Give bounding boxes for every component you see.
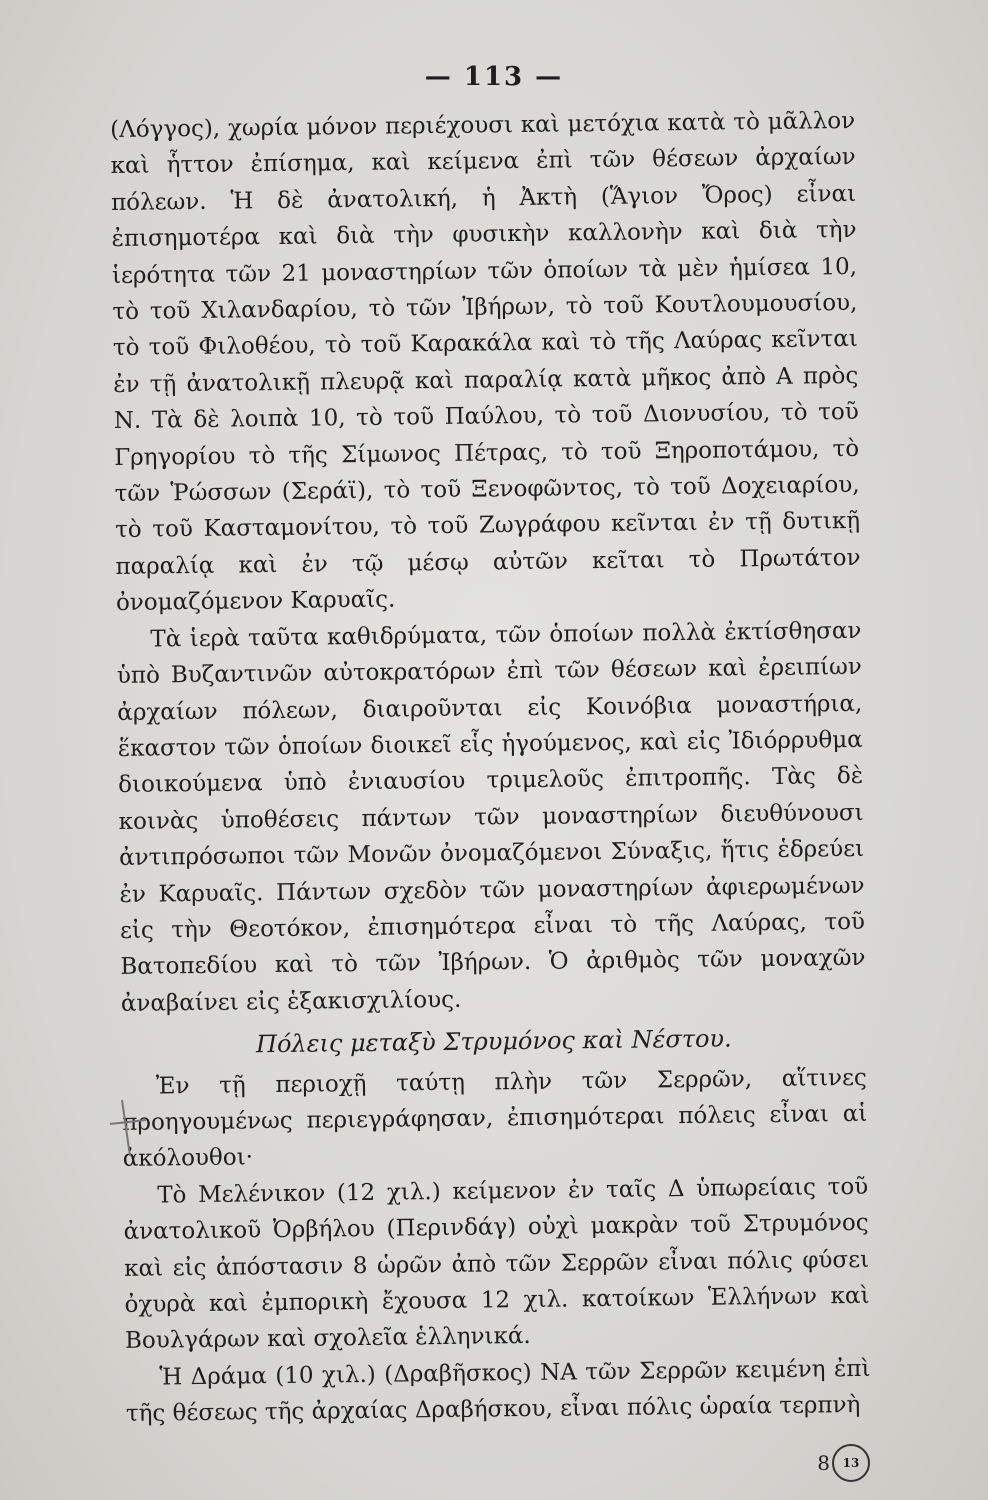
section-heading: Πόλεις μεταξὺ Στρυμόνος καὶ Νέστου. — [255, 1024, 732, 1059]
paragraph-4: Τὸ Μελένικον (12 χιλ.) κείμενον ἐν ταῖς Δ ὑπωρείαις τοῦ ἀνατολικοῦ Ὀρβήλου (Περινδάγ) οὐχὶ μακρὰν τοῦ Στρυμόνος καὶ εἰς ἀπόστασιν 8 ὡρῶν ἀπὸ τῶν Σερρῶν εἶναι πόλις φύσει ὀχυρὰ καὶ ἐμπορικὴ ἔχουσα 12 χιλ. κατοίκων Ἑλλήνων καὶ Βουλγάρων καὶ σχολεῖα ἑλληνικά. — [123, 1173, 870, 1355]
library-stamp: 13 — [832, 1444, 870, 1482]
paragraph-5: Ἡ Δράμα (10 χιλ.) (Δραβῆσκος) ΝΑ τῶν Σερρῶν κειμένη ἐπὶ τῆς θέσεως τῆς ἀρχαίας Δραβήσκου, εἶναι πόλις ὡραία τερπνὴ — [125, 1355, 871, 1428]
paragraph-3: Ἐν τῇ περιοχῇ ταύτῃ πλὴν τῶν Σερρῶν, αἵτινες προηγουμένως περιεγράφησαν, ἐπισημότεραι πόλεις εἶναι αἱ ἀκόλουθοι· — [122, 1064, 868, 1173]
signature-mark: 8 — [817, 1451, 830, 1475]
pencil-mark-icon — [108, 1098, 148, 1158]
body-text — [110, 103, 871, 1433]
page-number: — 113 — — [424, 62, 564, 92]
paragraph-1: (Λόγγος), χωρία μόνον περιέχουσι καὶ μετόχια κατὰ τὸ μᾶλλον καὶ ἧττον ἐπίσημα, καὶ κείμενα ἐπὶ τῶν θέσεων ἀρχαίων πόλεων. Ἡ δὲ ἀνατολική, ἡ Ἀκτὴ (Ἅγιον Ὄρος) εἶναι ἐπισημοτέρα καὶ διὰ τὴν φυσικὴν καλλονὴν καὶ διὰ τὴν ἱερότητα τῶν 21 μοναστηρίων τῶν ὁποίων τὰ μὲν ἡμίσεα 10, τὸ τοῦ Χιλανδαρίου, τὸ τῶν Ἰβήρων, τὸ τοῦ Κουτλουμουσίου, τὸ τοῦ Φιλοθέου, τὸ τοῦ Καρακάλα καὶ τὸ τῆς Λαύρας κεῖνται ἐν τῇ ἀνατολικῇ πλευρᾷ καὶ παραλίᾳ κατὰ μῆκος ἀπὸ Α πρὸς Ν. Τὰ δὲ λοιπὰ 10, τὸ τοῦ Παύλου, τὸ τοῦ Διονυσίου, τὸ τοῦ Γρηγορίου τὸ τῆς Σίμωνος Πέτρας, τὸ τοῦ Ξηροποτάμου, τὸ τῶν Ῥώσσων (Σεράϊ), τὸ τοῦ Ξενοφῶντος, τὸ τοῦ Δοχειαρίου, τὸ τοῦ Κασταμονίτου, τὸ τοῦ Ζωγράφου κεῖνται ἐν τῇ δυτικῇ παραλίᾳ καὶ ἐν τῷ μέσῳ αὐτῶν κεῖται τὸ Πρωτάτον ὀνομαζόμενον Καρυαῖς. — [110, 107, 861, 617]
paragraph-2: Τὰ ἱερὰ ταῦτα καθιδρύματα, τῶν ὁποίων πολλὰ ἐκτίσθησαν ὑπὸ Βυζαντινῶν αὐτοκρατόρων ἐπὶ τῶν θέσεων καὶ ἐρειπίων ἀρχαίων πόλεων, διαιροῦνται εἰς Κοινόβια μοναστήρια, ἕκαστον τῶν ὁποίων διοικεῖ εἷς ἡγούμενος, καὶ εἰς Ἰδιόρρυθμα διοικούμενα ὑπὸ ἐνιαυσίου τριμελοῦς ἐπιτροπῆς. Τὰς δὲ κοινὰς ὑποθέσεις πάντων τῶν μοναστηρίων διευθύνουσι ἀντιπρόσωποι τῶν Μονῶν ὀνομαζόμενοι Σύναξις, ἥτις ἑδρεύει ἐν Καρυαῖς. Πάντων σχεδὸν τῶν μοναστηρίων ἀφιερωμένων εἰς τὴν Θεοτόκον, ἐπισημότερα εἶναι τὸ τῆς Λαύρας, τοῦ Βατοπεδίου καὶ τὸ τῶν Ἰβήρων. Ὁ ἀριθμὸς τῶν μοναχῶν ἀναβαίνει εἰς ἑξακισχιλίους. — [116, 617, 866, 1017]
page-marks — [817, 1444, 870, 1482]
